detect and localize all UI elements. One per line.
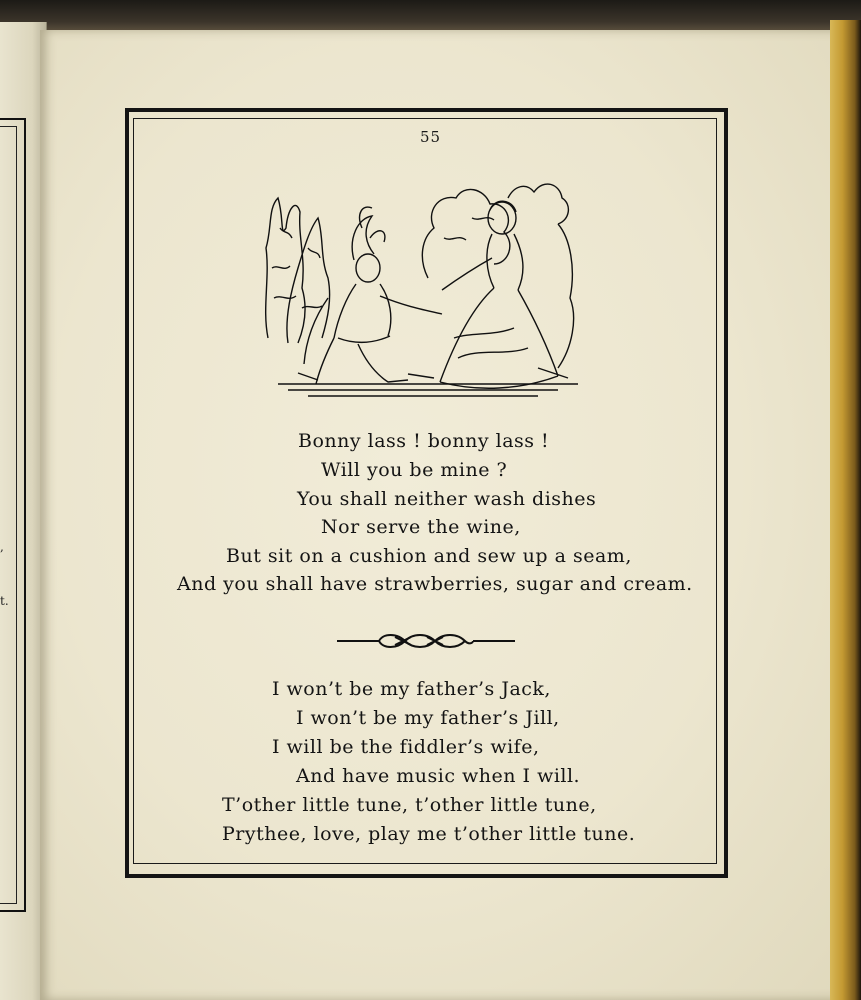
scroll-ornament-divider-icon [335, 628, 517, 654]
page-number: 55 [419, 128, 442, 146]
poem-line: T’other little tune, t’other little tune, [222, 794, 597, 816]
engraving-illustration-icon [258, 168, 588, 404]
poem-line: I won’t be my father’s Jack, [272, 678, 551, 700]
poem-line: Will you be mine ? [321, 459, 508, 481]
poem-line: I will be the fiddler’s wife, [272, 736, 540, 758]
facing-page-border [0, 118, 26, 912]
poem-line: And have music when I will. [296, 765, 581, 787]
facing-page-mark: t. [0, 594, 9, 608]
poem-line: But sit on a cushion and sew up a seam, [226, 545, 632, 567]
poem-line: Nor serve the wine, [321, 516, 521, 538]
poem-line: Prythee, love, play me t’other little tune. [222, 823, 636, 845]
poem-line: I won’t be my father’s Jill, [296, 707, 560, 729]
poem-line: And you shall have strawberries, sugar and cream. [177, 573, 693, 595]
poem-line: You shall neither wash dishes [297, 488, 597, 510]
facing-page-mark: , [0, 540, 4, 554]
poem-line: Bonny lass ! bonny lass ! [298, 430, 550, 452]
gilt-page-edge [830, 20, 861, 1000]
